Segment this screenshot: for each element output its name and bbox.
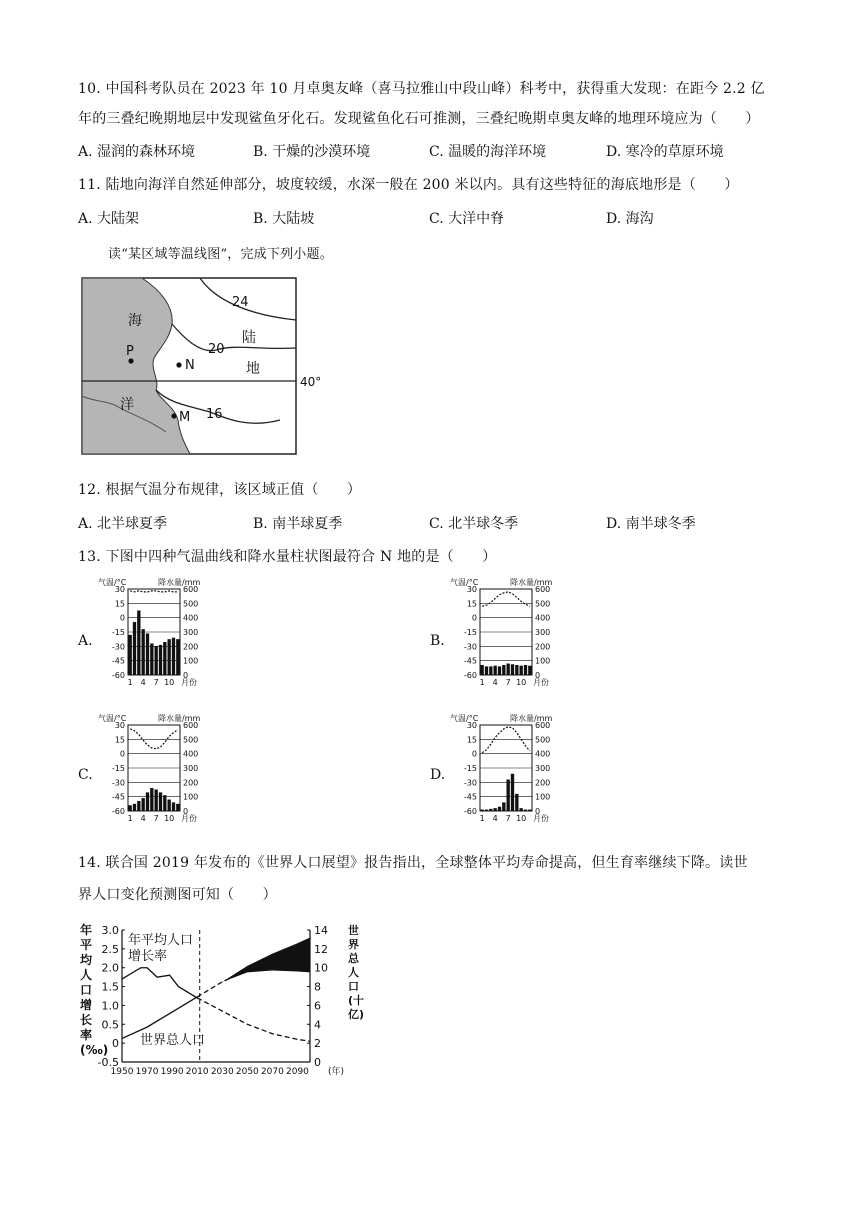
- temp-tick-label: -30: [111, 778, 125, 788]
- precip-bar: [485, 666, 488, 675]
- precip-bar: [137, 801, 140, 811]
- temp-tick-label: -60: [463, 807, 477, 816]
- left-tick-label: 2.0: [101, 961, 119, 975]
- precip-tick-label: 500: [535, 735, 551, 745]
- precip-axis-title: 降水量/mm: [510, 578, 553, 587]
- right-tick-label: 14: [314, 924, 328, 937]
- q11-option-c[interactable]: C. 大洋中脊: [429, 211, 505, 227]
- left-tick-label: -0.5: [97, 1056, 119, 1069]
- precip-tick-label: 300: [535, 628, 551, 637]
- precip-tick-label: 200: [183, 642, 199, 652]
- precip-bar: [133, 804, 136, 811]
- precip-bar: [498, 807, 501, 811]
- month-tick-label: 4: [492, 814, 498, 823]
- precip-tick-label: 300: [183, 628, 199, 637]
- latitude-label: 40°: [300, 375, 322, 389]
- left-axis-title-char: 均: [80, 953, 93, 967]
- precip-bar: [176, 639, 179, 675]
- q10-option-c[interactable]: C. 温暖的海洋环境: [429, 144, 547, 160]
- left-axis-title-char: 增: [80, 998, 93, 1012]
- left-axis-title-char: 年: [80, 923, 93, 937]
- climate-chart-b-label[interactable]: B.: [430, 633, 445, 649]
- month-tick-label: 1: [127, 814, 133, 823]
- precip-tick-label: 400: [183, 613, 199, 623]
- precip-bar: [515, 665, 518, 675]
- precip-bar: [146, 792, 149, 811]
- precip-bar: [528, 666, 531, 675]
- precip-tick-label: 0: [535, 807, 541, 816]
- x-unit-label: (年): [328, 1067, 345, 1077]
- precip-bar: [489, 666, 492, 675]
- q12-option-b[interactable]: B. 南半球夏季: [253, 516, 343, 532]
- month-unit-label: 月份: [533, 678, 549, 687]
- precip-tick-label: 0: [183, 807, 189, 816]
- x-tick-label: 1970: [135, 1067, 159, 1077]
- temp-tick-label: 0: [119, 749, 125, 759]
- precip-tick-label: 500: [535, 599, 551, 609]
- right-tick-label: 10: [314, 961, 328, 975]
- precip-tick-label: 500: [183, 599, 199, 609]
- x-tick-label: 2010: [185, 1067, 209, 1077]
- precip-bar: [155, 646, 158, 675]
- precip-bar: [502, 802, 505, 811]
- temp-tick-label: -45: [463, 656, 477, 666]
- q12-option-a[interactable]: A. 北半球夏季: [78, 516, 168, 532]
- precip-bar: [507, 664, 510, 675]
- precip-bar: [137, 611, 140, 676]
- climate-chart-a-label[interactable]: A.: [78, 633, 93, 649]
- right-axis-title-char: (十: [348, 994, 365, 1007]
- right-tick-label: 4: [314, 1018, 321, 1032]
- temp-axis-title: 气温/°C: [98, 714, 127, 723]
- month-tick-label: 4: [140, 678, 146, 687]
- climate-chart-d-label[interactable]: D.: [430, 767, 446, 783]
- precip-tick-label: 100: [183, 792, 199, 802]
- temp-tick-label: 30: [466, 585, 477, 594]
- isotherm-label-20: 20: [208, 342, 225, 357]
- right-axis-title-char: 界: [348, 938, 359, 951]
- climate-chart-c: [98, 713, 248, 838]
- precip-bar: [155, 790, 158, 812]
- precip-bar: [520, 808, 523, 811]
- temp-tick-label: -45: [111, 656, 125, 666]
- left-tick-label: 3.0: [101, 924, 119, 937]
- left-tick-label: 1.0: [101, 999, 119, 1013]
- x-tick-label: 1990: [160, 1067, 184, 1077]
- month-tick-label: 1: [127, 678, 133, 687]
- temp-tick-label: 30: [114, 721, 125, 730]
- map-land-label-1: 陆: [242, 330, 256, 346]
- precip-bar: [481, 810, 484, 811]
- temp-tick-label: -15: [111, 764, 125, 773]
- temp-tick-label: -60: [111, 671, 125, 680]
- right-tick-label: 8: [314, 980, 321, 994]
- point-label-n: N: [185, 358, 195, 373]
- right-axis-title-char: 世: [348, 924, 359, 937]
- precip-bar: [515, 794, 518, 811]
- right-axis-title-char: 口: [348, 980, 359, 993]
- precip-bar: [150, 788, 153, 811]
- temp-tick-label: -45: [463, 792, 477, 802]
- precip-bar: [168, 639, 171, 675]
- temp-tick-label: 0: [471, 749, 477, 759]
- precip-bar: [133, 622, 136, 675]
- month-tick-label: 7: [153, 678, 159, 687]
- x-tick-label: 2030: [210, 1067, 234, 1077]
- q10-option-a[interactable]: A. 湿润的森林环境: [78, 144, 196, 160]
- temp-tick-label: -60: [111, 807, 125, 816]
- precip-bar: [129, 805, 132, 811]
- q11-line1: 11. 陆地向海洋自然延伸部分，坡度较缓，水深一般在 200 米以内。具有这些特征的海底地形是（ ）: [78, 177, 739, 193]
- isotherm-map: [80, 276, 330, 458]
- left-tick-label: 1.5: [101, 980, 119, 994]
- growth-rate-projection-line: [197, 998, 310, 1041]
- right-tick-label: 12: [314, 942, 328, 956]
- precip-tick-label: 0: [535, 671, 541, 680]
- left-axis-title-char: 口: [80, 983, 93, 997]
- isotherm-label-24: 24: [232, 295, 249, 310]
- temp-tick-label: -30: [111, 642, 125, 652]
- q11-option-a[interactable]: A. 大陆架: [78, 211, 140, 227]
- precip-tick-label: 200: [535, 642, 551, 652]
- precip-tick-label: 100: [535, 656, 551, 666]
- precip-bar: [163, 642, 166, 675]
- left-axis-title-char: (‰): [80, 1043, 109, 1057]
- section-intro: 读“某区域等温线图”，完成下列小题。: [108, 247, 333, 262]
- left-tick-label: 2.5: [101, 942, 119, 956]
- q12-line1: 12. 根据气温分布规律，该区域正值（ ）: [78, 482, 362, 498]
- left-tick-label: 0: [112, 1037, 119, 1051]
- month-tick-label: 10: [516, 678, 527, 687]
- temp-tick-label: 15: [114, 599, 125, 609]
- climate-chart-c-label[interactable]: C.: [78, 767, 93, 783]
- precip-bar: [159, 792, 162, 811]
- climate-chart-a: [98, 577, 248, 702]
- precip-tick-label: 100: [535, 792, 551, 802]
- q14-line1: 14. 联合国 2019 年发布的《世界人口展望》报告指出，全球整体平均寿命提高，但生育率继续下降。读世: [78, 855, 748, 871]
- precip-bar: [481, 665, 484, 675]
- precip-bar: [163, 795, 166, 811]
- point-label-p: P: [126, 344, 134, 359]
- precip-tick-label: 600: [183, 585, 199, 594]
- temp-axis-title: 气温/°C: [98, 578, 127, 587]
- temp-tick-label: 15: [466, 599, 477, 609]
- left-axis-title-char: 长: [80, 1013, 93, 1027]
- temp-tick-label: -45: [111, 792, 125, 802]
- month-tick-label: 7: [153, 814, 159, 823]
- precip-bar: [524, 810, 527, 811]
- temp-curve: [482, 727, 530, 753]
- right-tick-label: 6: [314, 999, 321, 1013]
- precip-tick-label: 300: [535, 764, 551, 773]
- temp-tick-label: -15: [111, 628, 125, 637]
- precip-bar: [494, 666, 497, 675]
- precip-tick-label: 300: [183, 764, 199, 773]
- month-unit-label: 月份: [181, 814, 197, 823]
- precip-bar: [142, 798, 145, 811]
- temp-tick-label: 30: [114, 585, 125, 594]
- precip-bar: [146, 633, 149, 675]
- precip-bar: [498, 666, 501, 675]
- precip-tick-label: 400: [535, 613, 551, 623]
- month-tick-label: 1: [479, 678, 485, 687]
- month-tick-label: 4: [140, 814, 146, 823]
- precip-tick-label: 100: [183, 656, 199, 666]
- population-series-label: 世界总人口: [140, 1033, 206, 1048]
- precip-tick-label: 500: [183, 735, 199, 745]
- precip-tick-label: 600: [535, 585, 551, 594]
- q11-option-d[interactable]: D. 海沟: [606, 211, 654, 227]
- growth-rate-series-label: 年平均人口: [128, 933, 194, 948]
- precip-bar: [511, 774, 514, 811]
- temp-curve: [482, 592, 530, 606]
- left-axis-title-char: 率: [80, 1028, 93, 1042]
- temp-axis-title: 气温/°C: [450, 578, 479, 587]
- precip-tick-label: 600: [183, 721, 199, 730]
- climate-chart-d: [450, 713, 600, 838]
- q10-option-d[interactable]: D. 寒冷的草原环境: [606, 144, 724, 160]
- precip-bar: [172, 638, 175, 675]
- month-tick-label: 10: [164, 678, 175, 687]
- climate-chart-b: [450, 577, 600, 702]
- q10-line1: 10. 中国科考队员在 2023 年 10 月卓奥友峰（喜马拉雅山中段山峰）科考中，获得重大发现：在距今 2.2 亿: [78, 81, 765, 97]
- right-tick-label: 2: [314, 1037, 321, 1051]
- q13-line1: 13. 下图中四种气温曲线和降水量柱状图最符合 N 地的是（ ）: [78, 549, 497, 565]
- precip-bar: [489, 809, 492, 811]
- temp-tick-label: 0: [471, 613, 477, 623]
- temp-tick-label: -15: [463, 764, 477, 773]
- temp-tick-label: -30: [463, 778, 477, 788]
- precip-bar: [159, 645, 162, 675]
- left-axis-title-char: 人: [80, 968, 93, 982]
- q12-option-d[interactable]: D. 南半球冬季: [606, 516, 696, 532]
- x-tick-label: 2090: [286, 1067, 309, 1077]
- month-tick-label: 7: [505, 814, 511, 823]
- right-axis-title-char: 人: [348, 966, 359, 979]
- q12-option-c[interactable]: C. 北半球冬季: [429, 516, 519, 532]
- right-axis-title-char: 亿): [348, 1008, 365, 1021]
- temp-axis-title: 气温/°C: [450, 714, 479, 723]
- precip-bar: [172, 802, 175, 811]
- precip-bar: [528, 810, 531, 811]
- precip-axis-title: 降水量/mm: [158, 578, 201, 587]
- month-unit-label: 月份: [181, 678, 197, 687]
- precip-bar: [511, 664, 514, 675]
- precip-tick-label: 600: [535, 721, 551, 730]
- temp-tick-label: 15: [114, 735, 125, 745]
- month-tick-label: 10: [164, 814, 175, 823]
- month-tick-label: 4: [492, 678, 498, 687]
- precip-bar: [520, 666, 523, 675]
- month-tick-label: 1: [479, 814, 485, 823]
- right-axis-title-char: 总: [348, 952, 359, 965]
- isotherm-label-16: 16: [206, 407, 223, 422]
- left-tick-label: 0.5: [101, 1018, 119, 1032]
- precip-bar: [494, 808, 497, 811]
- precip-tick-label: 400: [535, 749, 551, 759]
- temp-tick-label: -60: [463, 671, 477, 680]
- x-tick-label: 2070: [260, 1067, 284, 1077]
- temp-tick-label: 30: [466, 721, 477, 730]
- temp-tick-label: -30: [463, 642, 477, 652]
- precip-axis-title: 降水量/mm: [158, 714, 201, 723]
- month-tick-label: 7: [505, 678, 511, 687]
- precip-bar: [168, 800, 171, 811]
- precip-tick-label: 0: [183, 671, 189, 680]
- q14-line2: 界人口变化预测图可知（ ）: [78, 887, 277, 903]
- temp-curve: [130, 729, 178, 749]
- growth-rate-line: [122, 968, 197, 998]
- precip-bar: [507, 779, 510, 811]
- x-tick-label: 1950: [110, 1067, 134, 1077]
- precip-bar: [129, 635, 132, 675]
- q10-line2: 年的三叠纪晚期地层中发现鲨鱼牙化石。发现鲨鱼化石可推测，三叠纪晚期卓奥友峰的地理环境应为（ ）: [78, 111, 760, 127]
- precip-tick-label: 400: [183, 749, 199, 759]
- point-label-m: M: [179, 410, 191, 425]
- temp-tick-label: 15: [466, 735, 477, 745]
- map-land-label-2: 地: [246, 361, 260, 377]
- precip-bar: [485, 810, 488, 811]
- growth-rate-series-label: 增长率: [128, 949, 168, 964]
- precip-bar: [524, 665, 527, 675]
- precip-bar: [142, 629, 145, 675]
- q10-option-b[interactable]: B. 干燥的沙漠环境: [253, 144, 371, 160]
- month-unit-label: 月份: [533, 814, 549, 823]
- right-tick-label: 0: [314, 1056, 321, 1069]
- temp-curve: [130, 591, 178, 592]
- precip-tick-label: 200: [535, 778, 551, 788]
- precip-bar: [150, 643, 153, 675]
- precip-bar: [502, 665, 505, 675]
- temp-tick-label: 0: [119, 613, 125, 623]
- q11-option-b[interactable]: B. 大陆坡: [253, 211, 315, 227]
- precip-tick-label: 200: [183, 778, 199, 788]
- map-sea-label-1: 海: [128, 313, 142, 329]
- left-axis-title-char: 平: [80, 938, 93, 952]
- month-tick-label: 10: [516, 814, 527, 823]
- temp-tick-label: -15: [463, 628, 477, 637]
- x-tick-label: 2050: [235, 1067, 259, 1077]
- precip-bar: [176, 804, 179, 811]
- population-chart: [78, 920, 378, 1080]
- map-sea-label-2: 洋: [120, 397, 134, 413]
- precip-axis-title: 降水量/mm: [510, 714, 553, 723]
